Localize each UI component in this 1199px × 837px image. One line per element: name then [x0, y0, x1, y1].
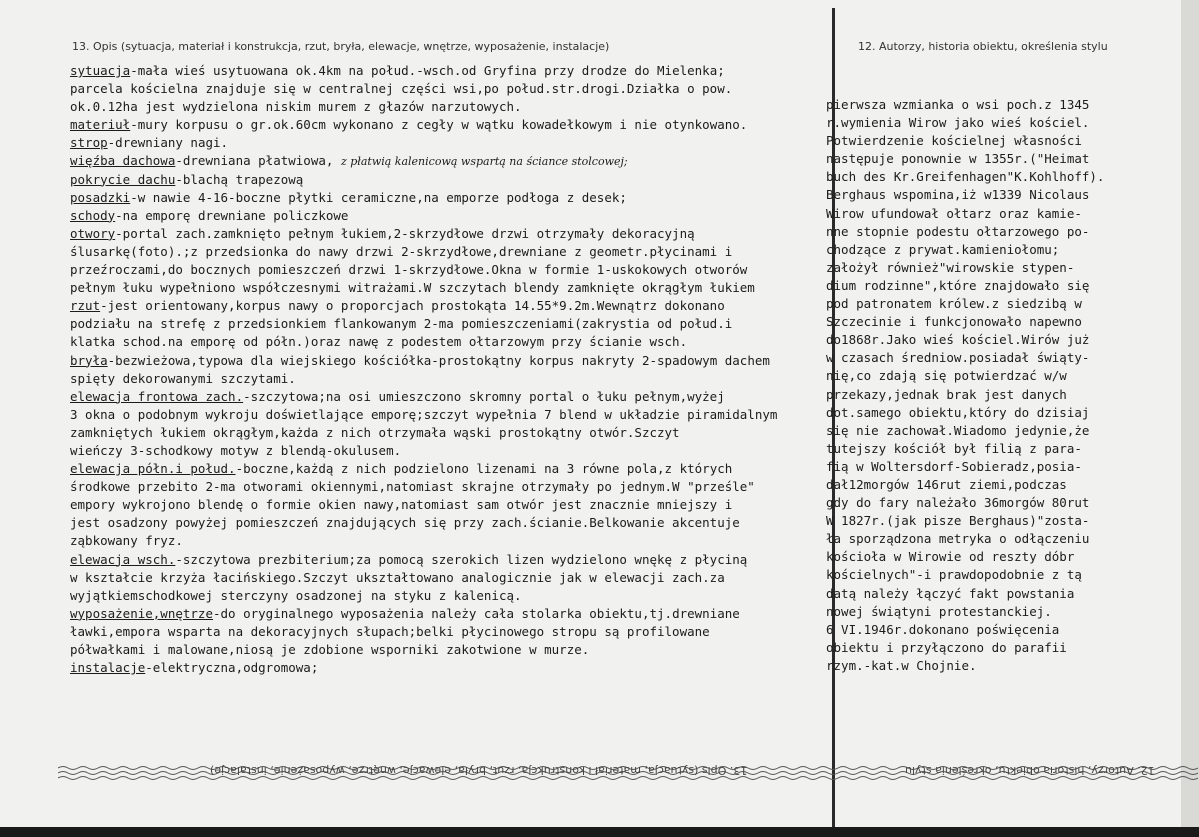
line-text: -do oryginalnego wyposażenia należy cała stolarka obiektu,tj.drewniane [213, 605, 740, 621]
line-text: ślusarkę(foto).;z przedsionka do nawy drzwi 2-skrzydłowe,drewniane z geometr.płycinami i [70, 243, 733, 259]
line-text: podziału na strefę z przedsionkiem flankowanym 2-ma pomieszczeniami(zakrystia od połud.i [70, 316, 733, 332]
section-label: schody [70, 207, 116, 223]
text-line [70, 116, 840, 134]
line-text: empory wykrojono blendę o formie okien nawy,natomiast sam otwór jest znacznie mniejszy i [70, 497, 733, 513]
line-text: -w nawie 4-16-boczne płytki ceramiczne,na emporze podłoga z desek; [130, 189, 627, 205]
line-text: -szczytowa prezbiterium;za pomocą szerokich lizen wydzielono wnękę z płyciną [175, 551, 748, 567]
text-line [70, 587, 840, 605]
text-line [70, 152, 840, 170]
text-line [70, 641, 840, 659]
text-line [70, 623, 840, 641]
history-line: następuje ponownie w 1355r.("Heimat [826, 151, 1090, 167]
history-line: buch des Kr.Greifenhagen"K.Kohlhoff). [826, 169, 1105, 185]
section-label: strop [70, 135, 108, 151]
history-line: datą należy łączyć fakt powstania [826, 585, 1075, 601]
section-label: rzut [70, 298, 101, 314]
line-text: -drewniana płatwiowa, [175, 153, 334, 169]
history-line: gdy do fary należało 36morgów 80rut [826, 495, 1090, 511]
section-label: posadzki [70, 189, 131, 205]
line-text: -drewniany nagi. [107, 135, 229, 151]
text-line [70, 171, 840, 189]
text-line [70, 496, 840, 514]
history-line: pierwsza wzmianka o wsi poch.z 1345 [826, 97, 1090, 112]
text-line [70, 478, 840, 496]
history-line: 6 VI.1946r.dokonano poświęcenia [826, 621, 1060, 637]
history-line: nowej świątyni protestanckiej. [826, 603, 1052, 619]
text-line [70, 406, 840, 424]
text-line [70, 62, 840, 80]
section-label: elewacja półn.i połud. [70, 461, 236, 477]
text-line [70, 279, 840, 297]
line-text: -jest orientowany,korpus nawy o proporcjach prostokąta 14.55*9.2m.Wewnątrz dokonano [100, 298, 725, 314]
line-text: zamkniętych łukiem okrągłym,każda z nich otrzymała wąski prostokątny otwór.Szczyt [70, 424, 680, 440]
history-line: założył również"wirowskie stypen- [826, 259, 1075, 275]
history-line: obiektu i przyłączono do parafii [826, 639, 1067, 655]
section-label: materiuł [70, 117, 131, 133]
line-text: spięty dekorowanymi szczytami. [70, 370, 296, 386]
history-text [826, 96, 1156, 675]
section-label: więźba dachowa [70, 153, 176, 169]
section-label: wyposażenie,wnętrze [70, 605, 213, 621]
line-text: ławki,empora wsparta na dekoracyjnych słupach;belki płycinowego stropu są profilowane [70, 623, 710, 639]
line-text: półwałkami i malowane,niosą je zdobione wsporniki zakotwione w murze. [70, 642, 590, 657]
text-line [70, 605, 840, 623]
line-text: -blachą trapezową [175, 171, 304, 187]
line-text: w kształcie krzyża łacińskiego.Szczyt ukształtowano analogicznie jak w elewacji zach.za [70, 569, 725, 585]
line-text: wyjątkiemschodkowej sterczyny osadzonej na styku z kalenicą. [70, 587, 522, 603]
text-line [70, 532, 840, 550]
page-edge-right [1181, 0, 1199, 837]
text-line [70, 659, 840, 677]
text-line [70, 551, 840, 569]
section-label: elewacja frontowa zach. [70, 388, 244, 404]
section-label: elewacja wsch. [70, 551, 176, 567]
section-label: bryła [70, 352, 108, 368]
text-line [70, 424, 840, 442]
text-line [70, 370, 840, 388]
text-line [70, 189, 840, 207]
text-line [70, 442, 840, 460]
line-text: -portal zach.zamknięto pełnym łukiem,2-skrzydłowe drzwi otrzymały dekoracyjną [115, 225, 695, 241]
history-line: tutejszy kościół był filią z para- [826, 440, 1082, 456]
text-line [70, 261, 840, 279]
history-line: do1868r.Jako wieś kościel.Wirów już [826, 332, 1090, 348]
section-label: pokrycie dachu [70, 171, 176, 187]
history-line: dot.samego obiektu,który do dzisiaj [826, 404, 1090, 420]
line-text: klatka schod.na emporę od półn.)oraz nawę z podestem ołtarzowym przy ścianie wsch. [70, 334, 688, 350]
section-label: instalacje [70, 660, 146, 676]
text-line [70, 80, 840, 98]
history-line: kościoła w Wirowie od reszty dóbr [826, 549, 1075, 565]
text-line [70, 134, 840, 152]
history-line: kościelnych"-i prawdopodobnie z tą [826, 567, 1082, 583]
text-line [70, 98, 840, 116]
history-line: nne stopnie podestu ołtarzowego po- [826, 223, 1090, 239]
history-line: Potwierdzenie kościelnej własności [826, 133, 1082, 149]
line-text: ok.0.12ha jest wydzielona niskim murem z głazów narzutowych. [70, 99, 522, 115]
text-line [70, 333, 840, 351]
history-line: fią w Woltersdorf-Sobieradz,posia- [826, 458, 1082, 474]
section-12-header: 12. Autorzy, historia obiektu, określenia stylu [858, 40, 1108, 53]
line-text: jest osadzony powyżej pomieszczeń znajdujących się przy zach.ścianie.Belkowanie akcentuje [70, 515, 740, 531]
history-line: się nie zachował.Wiadomo jedynie,że [826, 422, 1090, 438]
history-line: Wirow ufundował ołtarz oraz kamie- [826, 205, 1082, 221]
line-text: 3 okna o podobnym wykroju doświetlające emporę;szczyt wypełnia 7 blend w układzie piramidalnym [70, 406, 778, 422]
mirrored-footer-right: 12. Autorzy, historia obiektu, określenia stylu [905, 764, 1155, 777]
text-line [70, 569, 840, 587]
history-line: Szczecinie i funkcjonowało napewno [826, 314, 1082, 330]
section-13-header: 13. Opis (sytuacja, materiał i konstrukcja, rzut, bryła, elewacje, wnętrze, wyposażenie, instalacje) [72, 40, 610, 53]
line-text: -bezwieżowa,typowa dla wiejskiego kościółka-prostokątny korpus nakryty 2-spadowym dachem [107, 352, 770, 368]
text-line [70, 352, 840, 370]
text-line [70, 297, 840, 315]
line-text: -boczne,każdą z nich podzielono lizenami na 3 równe pola,z których [235, 461, 733, 477]
history-line: dium rodzinne",które znajdowało się [826, 277, 1090, 293]
line-text: -elektryczna,odgromowa; [145, 660, 319, 676]
line-text: parcela kościelna znajduje się w centralnej części wsi,po połud.str.drogi.Działka o pow. [70, 81, 733, 97]
text-line [70, 225, 840, 243]
history-line: W 1827r.(jak pisze Berghaus)"zosta- [826, 513, 1090, 529]
handwritten-insert: z płatwią kalenicową wspartą na ściance stolcowej; [340, 155, 628, 169]
text-line [70, 388, 840, 406]
history-line: dał12morgów 146rut ziemi,podczas [826, 476, 1067, 492]
mirrored-footer-left: 13. Opis (sytuacja, materiał i konstrukcja, rzut, bryła, elewacje, wnętrze, wyposażenie, instalacje) [210, 764, 748, 777]
history-line: w czasach średniow.posiadał świąty- [826, 350, 1090, 366]
line-text: przeźroczami,do bocznych pomieszczeń drzwi 1-skrzydłowe.Okna w formie 1-uskokowych otworów [70, 262, 748, 278]
history-line: Berghaus wspomina,iż w1339 Nicolaus [826, 187, 1090, 203]
line-text: wieńczy 3-schodkowy motyw z blendą-okulusem. [70, 442, 402, 458]
history-line: pod patronatem królew.z siedzibą w [826, 296, 1082, 312]
line-text: środkowe przebito 2-ma otworami okiennymi,natomiast skrajne otrzymały po jednym.W "prześle" [70, 479, 755, 495]
page-edge-bottom [0, 827, 1199, 837]
history-line: rzym.-kat.w Chojnie. [826, 657, 977, 673]
text-line [70, 514, 840, 532]
line-text: -mury korpusu o gr.ok.60cm wykonano z cegły w wątku kowadełkowym i nie otynkowano. [130, 117, 748, 133]
line-text: -na emporę drewniane policzkowe [115, 207, 349, 223]
line-text: pełnym łuku wypełniono współczesnymi witrażami.W szczytach blendy zamknięte okrągłym łukiem [70, 280, 755, 296]
text-line [70, 460, 840, 478]
history-line: ła sporządzona metryka o odłączeniu [826, 531, 1090, 547]
description-text [70, 62, 840, 677]
history-line: nię,co zdają się potwierdzać w/w [826, 368, 1067, 384]
line-text: -szczytowa;na osi umieszczono skromny portal o łuku pełnym,wyżej [243, 388, 725, 404]
history-line: chodzące z prywat.kamieniołomu; [826, 241, 1060, 257]
section-label: otwory [70, 225, 116, 241]
section-label: sytuacja [70, 63, 131, 78]
text-line [70, 207, 840, 225]
text-line [70, 243, 840, 261]
line-text: -mała wieś usytuowana ok.4km na połud.-wsch.od Gryfina przy drodze do Mielenka; [130, 63, 725, 78]
text-line [70, 315, 840, 333]
line-text: ząbkowany fryz. [70, 533, 183, 549]
history-line: przekazy,jednak brak jest danych [826, 386, 1067, 402]
history-line: r.wymienia Wirow jako wieś kościel. [826, 115, 1090, 131]
